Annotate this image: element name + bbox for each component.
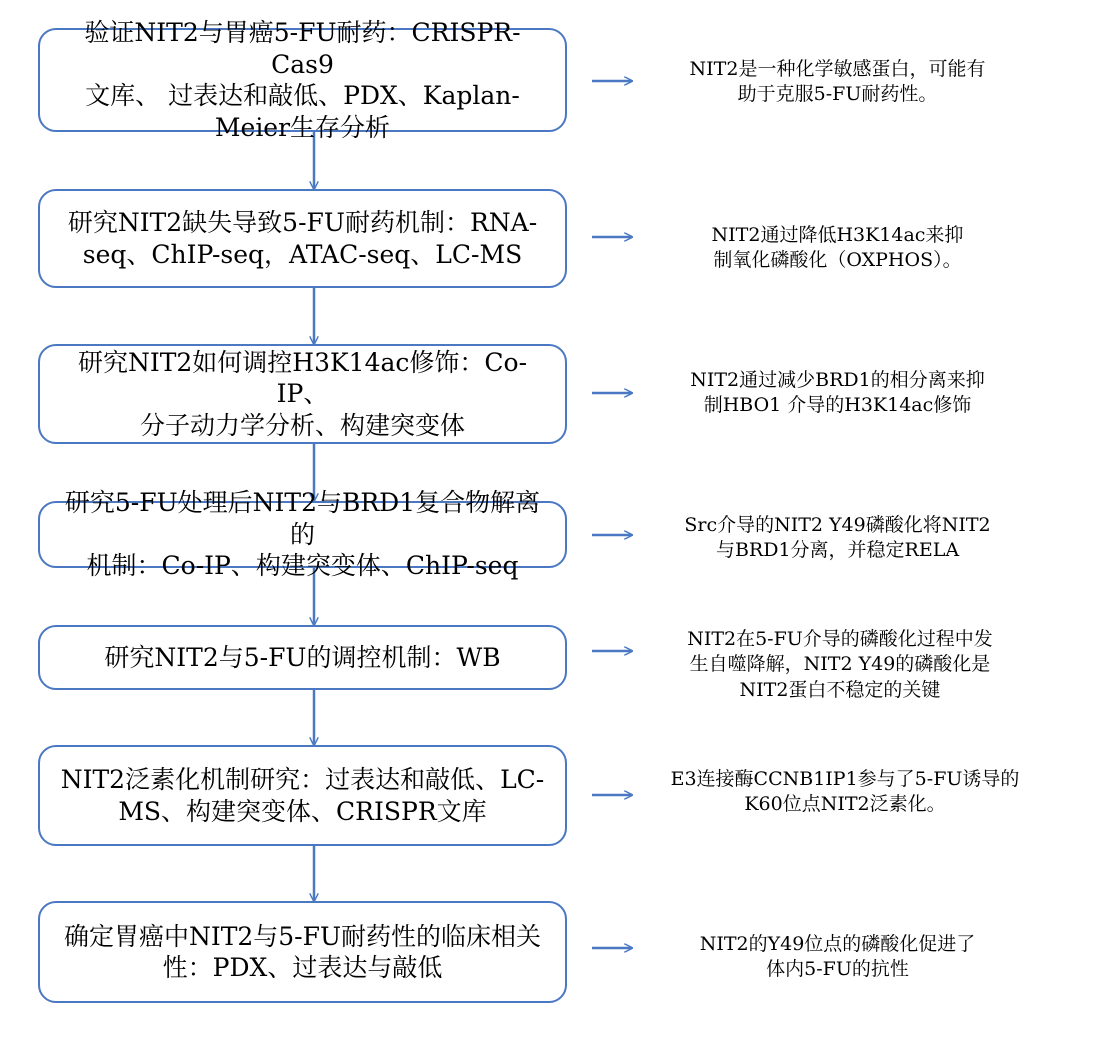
method-text-3: 研究NIT2如何调控H3K14ac修饰：Co-IP、 分子动力学分析、构建突变体 bbox=[77, 347, 528, 440]
method-text-7: 确定胃癌中NIT2与5-FU耐药性的临床相关 性：PDX、过表达与敲低 bbox=[63, 921, 542, 982]
method-text-6: NIT2泛素化机制研究：过表达和敲低、LC- MS、构建突变体、CRISPR文库 bbox=[60, 765, 545, 826]
method-text-5: 研究NIT2与5-FU的调控机制：WB bbox=[104, 642, 501, 672]
finding-text-2: NIT2通过降低H3K14ac来抑 制氧化磷酸化（OXPHOS）。 bbox=[711, 223, 964, 271]
method-box-1 bbox=[38, 18, 567, 142]
finding-1 bbox=[640, 50, 1035, 114]
finding-text-3: NIT2通过减少BRD1的相分离来抑 制HBO1 介导的H3K14ac修饰 bbox=[690, 368, 985, 416]
method-text-1: 验证NIT2与胃癌5-FU耐药：CRISPR-Cas9 文库、 过表达和敲低、PDX、Kaplan- Meier生存分析 bbox=[84, 18, 521, 142]
finding-7 bbox=[640, 925, 1035, 989]
finding-4 bbox=[640, 506, 1035, 570]
finding-3 bbox=[640, 361, 1035, 425]
finding-text-5: NIT2在5-FU介导的磷酸化过程中发 生自噬降解，NIT2 Y49的磷酸化是 NIT2蛋白不稳定的关键 bbox=[687, 628, 993, 701]
method-box-3 bbox=[38, 344, 567, 444]
method-text-2: 研究NIT2缺失导致5-FU耐药机制：RNA- seq、ChIP-seq，ATAC-seq、LC-MS bbox=[67, 208, 538, 269]
method-box-7 bbox=[38, 901, 567, 1003]
finding-text-7: NIT2的Y49位点的磷酸化促进了 体内5-FU的抗性 bbox=[699, 932, 976, 980]
method-box-2 bbox=[38, 189, 567, 288]
finding-2 bbox=[640, 216, 1035, 280]
method-box-4 bbox=[38, 488, 567, 581]
finding-5 bbox=[630, 620, 1050, 710]
method-box-5 bbox=[38, 625, 567, 690]
finding-text-1: NIT2是一种化学敏感蛋白，可能有 助于克服5-FU耐药性。 bbox=[689, 57, 986, 105]
method-text-4: 研究5-FU处理后NIT2与BRD1复合物解离的 机制：Co-IP、构建突变体、ChIP-seq bbox=[64, 488, 541, 581]
finding-text-4: Src介导的NIT2 Y49磷酸化将NIT2 与BRD1分离，并稳定RELA bbox=[684, 513, 991, 561]
finding-6 bbox=[630, 760, 1060, 824]
finding-text-6: E3连接酶CCNB1IP1参与了5-FU诱导的 K60位点NIT2泛素化。 bbox=[670, 767, 1020, 815]
method-box-6 bbox=[38, 745, 567, 846]
